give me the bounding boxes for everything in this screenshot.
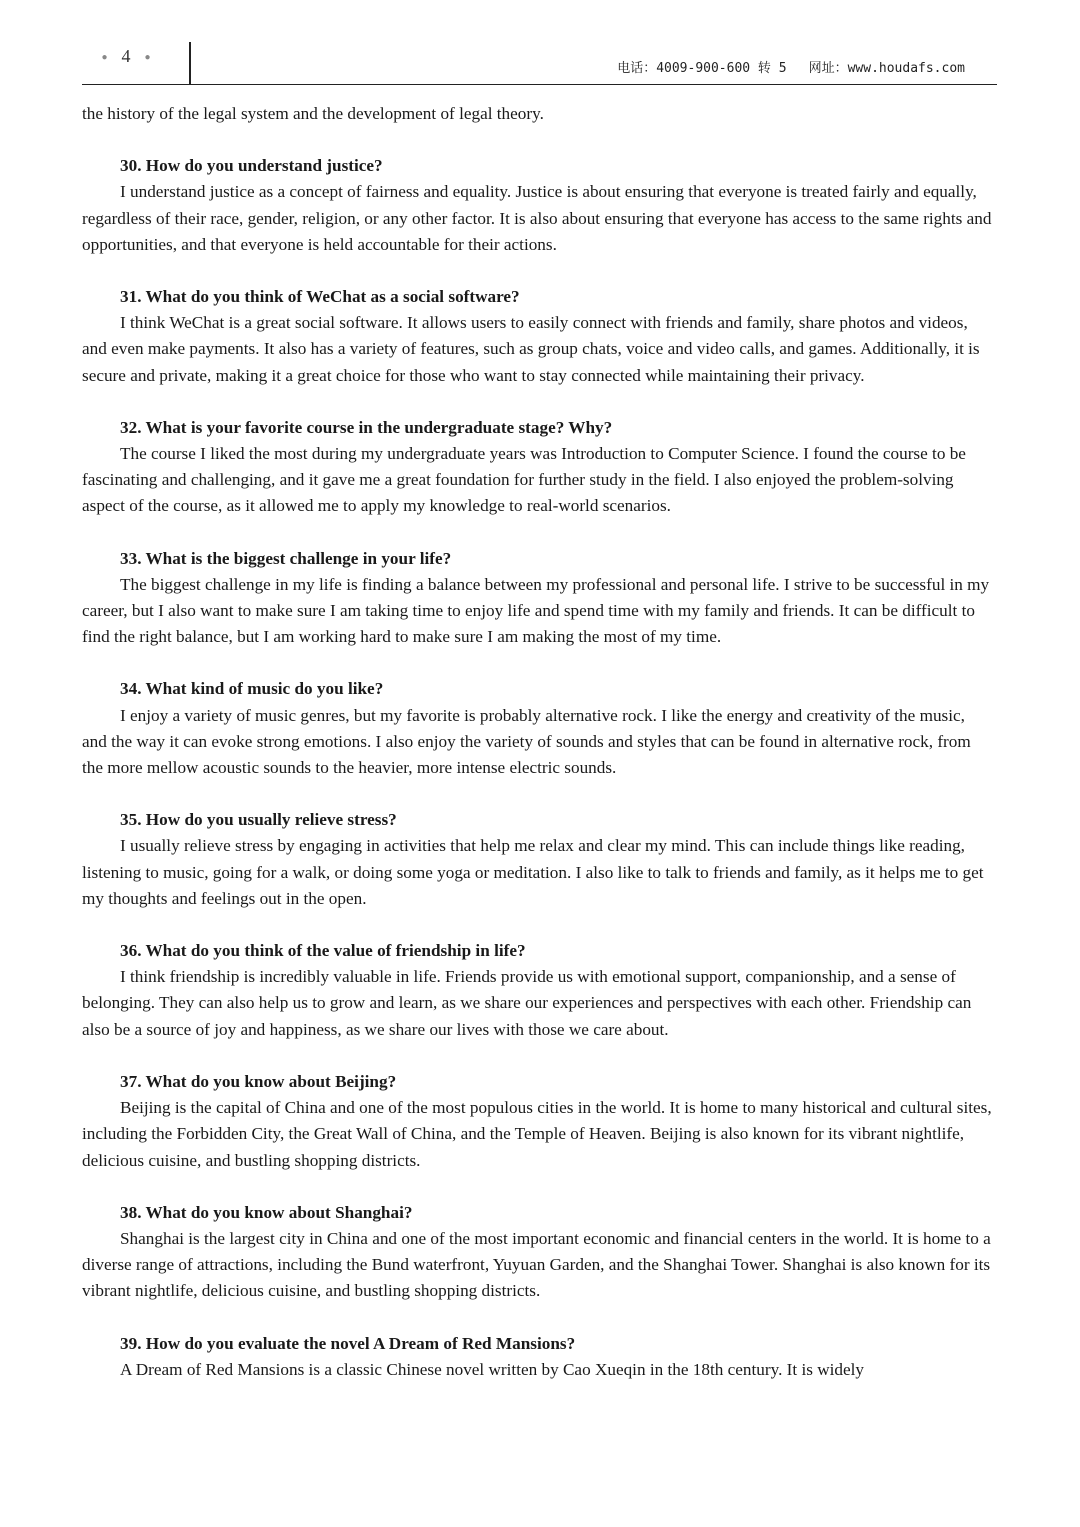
document-body: [82, 101, 994, 1383]
answer-paragraph: Beijing is the capital of China and one of the most populous cities in the world. It is home to many historical and cultural sites, including the Forbidden City, the Great Wall of China, and the Temple of Heaven. Beijing is also known for its vibrant nightlife, delicious cuisine, and bustling shopping districts.: [82, 1098, 992, 1170]
qa-item: [82, 1069, 994, 1174]
question-heading: 32. What is your favorite course in the undergraduate stage? Why?: [120, 417, 613, 437]
question-heading: 31. What do you think of WeChat as a social software?: [120, 287, 520, 307]
answer-paragraph: Shanghai is the largest city in China and one of the most important economic and financial centers in the world. It is home to a diverse range of attractions, including the Bund waterfront, Yuyuan Garden, and the Shanghai Tower. Shanghai is also known for its vibrant nightlife, delicious cuisine, and bustling shopping districts.: [82, 1228, 991, 1301]
website-label: 网址：www.houdafs.com: [808, 61, 965, 76]
qa-item: [82, 807, 994, 912]
qa-item: [82, 1200, 994, 1305]
page-number-value: 4: [121, 46, 131, 66]
qa-item: [82, 415, 994, 520]
qa-item: [82, 676, 994, 781]
phone-label: 电话：4009-900-600 转 5: [617, 61, 787, 76]
question-heading: 38. What do you know about Shanghai?: [120, 1202, 413, 1222]
question-heading: 33. What is the biggest challenge in your life?: [120, 548, 452, 568]
question-heading: 36. What do you think of the value of friendship in life?: [120, 941, 526, 961]
qa-item: [82, 938, 994, 1043]
answer-paragraph: I understand justice as a concept of fairness and equality. Justice is about ensuring that everyone is treated fairly and equally, regardless of their race, gender, religion, or any other factor. It is also about ensuring that everyone has access to the same rights and opportunities, and that everyone is held accountable for their actions.: [82, 182, 992, 254]
qa-item: [82, 284, 994, 389]
header-divider: [189, 42, 191, 84]
question-heading: 30. How do you understand justice?: [120, 156, 383, 176]
question-heading: 37. What do you know about Beijing?: [120, 1071, 397, 1091]
question-heading: 39. How do you evaluate the novel A Dream of Red Mansions?: [120, 1333, 576, 1353]
answer-paragraph: I enjoy a variety of music genres, but my favorite is probably alternative rock. I like the energy and creativity of the music, and the way it can evoke strong emotions. I also enjoy the variety of sounds and styles that can be found in alternative rock, from the more mellow acoustic sounds to the heavier, more intense electric sounds.: [82, 705, 971, 778]
answer-paragraph: A Dream of Red Mansions is a classic Chinese novel written by Cao Xueqin in the 18th century. It is widely: [120, 1359, 865, 1379]
answer-paragraph: I think friendship is incredibly valuable in life. Friends provide us with emotional support, companionship, and a sense of belonging. They can also help us to grow and learn, as we share our experiences and perspectives with each other. Friendship can also be a source of joy and happiness, as we share our lives with those we care about.: [82, 967, 972, 1039]
bullet-dot-icon: ●: [101, 52, 108, 64]
header-contact: [617, 57, 965, 76]
qa-item: [82, 1331, 994, 1383]
qa-item: [82, 546, 994, 651]
answer-paragraph: The biggest challenge in my life is finding a balance between my professional and personal life. I strive to be successful in my career, but I also want to make sure I am taking time to enjoy life and spend time with my family and friends. It can be difficult to find the right balance, but I am working hard to make sure I am making the most of my time.: [82, 574, 990, 647]
question-heading: 35. How do you usually relieve stress?: [120, 810, 397, 830]
intro-text: the history of the legal system and the development of legal theory.: [82, 104, 544, 123]
answer-paragraph: I usually relieve stress by engaging in activities that help me relax and clear my mind. This can include things like reading, listening to music, going for a walk, or doing some yoga or meditation. I also like to talk to friends and family, as it helps me to get my thoughts and feelings out in the open.: [82, 836, 984, 908]
qa-item: [82, 153, 994, 258]
bullet-dot-icon: ●: [144, 52, 151, 64]
answer-paragraph: The course I liked the most during my undergraduate years was Introduction to Computer Science. I found the course to be fascinating and challenging, and it gave me a great foundation for further study in the field. I also enjoyed the problem-solving aspect of the course, as it allowed me to apply my knowledge to real-world scenarios.: [82, 444, 966, 516]
answer-paragraph: I think WeChat is a great social software. It allows users to easily connect with friends and family, share photos and videos, and even make payments. It also has a variety of features, such as group chats, voice and video calls, and games. Additionally, it is secure and private, making it a great choice for those who want to stay connected while maintaining their privacy.: [82, 313, 980, 385]
question-heading: 34. What kind of music do you like?: [120, 679, 384, 699]
page-header: [82, 40, 997, 85]
page-number: [82, 46, 170, 67]
